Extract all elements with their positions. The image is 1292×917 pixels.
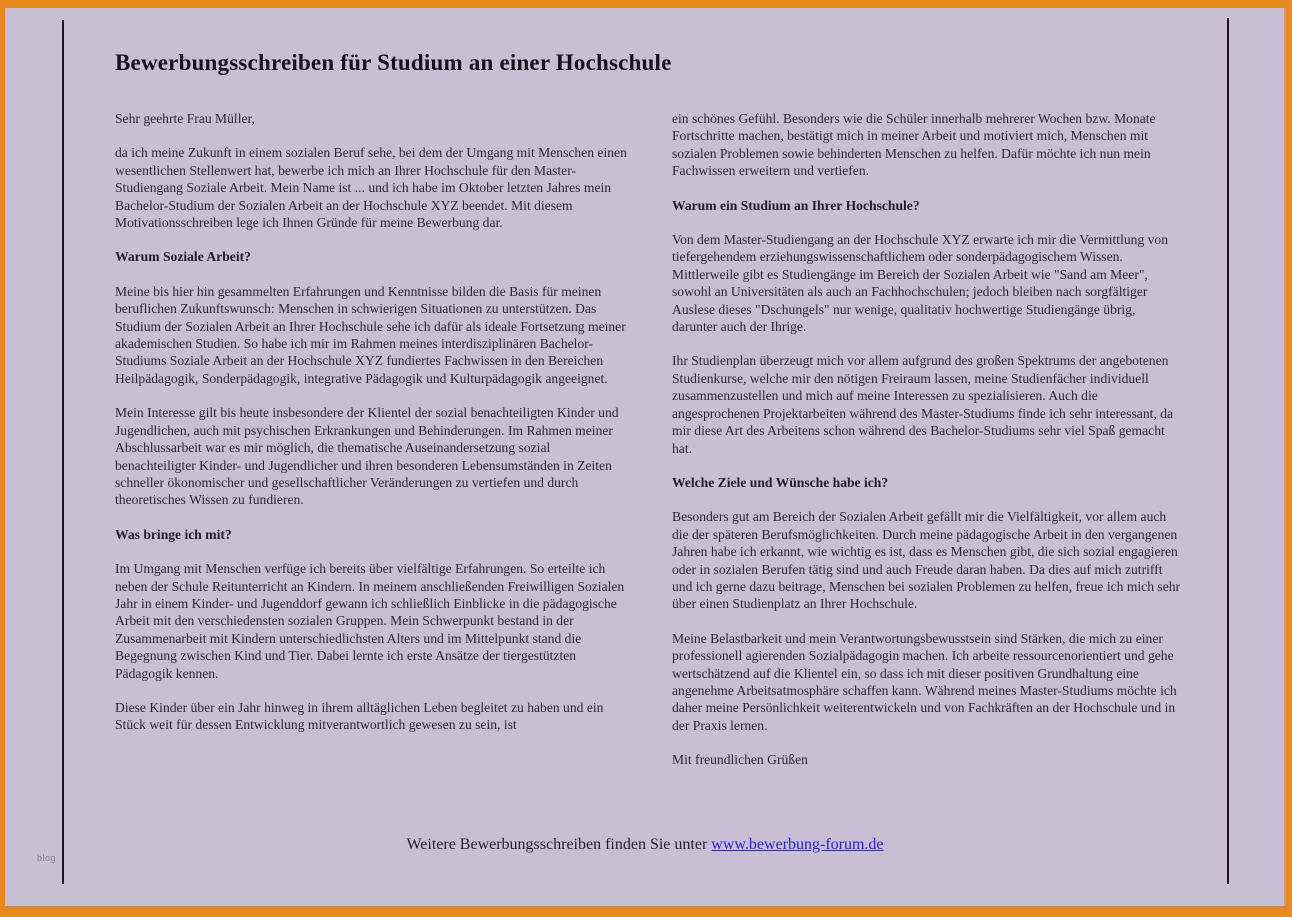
section-heading: Warum Soziale Arbeit? <box>115 249 251 265</box>
letter-column-left <box>115 110 627 751</box>
letter-column-right <box>672 110 1184 786</box>
paragraph: Mein Interesse gilt bis heute insbesondere der Klientel der sozial benachteiligten Kinder und Jugendlichen, auch mit psychischen Erkrankungen und Behinderungen. Im Rahmen meiner Abschlussarbeit war es mir möglich, die thematische Auseinandersetzung sozial benachteiligter Kinder- und Jugendlicher und ihren besonderen Lebensumständen in Zeiten schneller ökonomischer und gesellschaftlicher Veränderungen zu vertiefen und durch theoretisches Wissen zu fundieren. <box>115 405 619 508</box>
paragraph: Von dem Master-Studiengang an der Hochschule XYZ erwarte ich mir die Vermittlung von tiefergehendem erziehungswissenschaftlichem oder sonderpädagogischem Wissen. Mittlerweile gibt es Studiengänge im Bereich der Sozialen Arbeit wie "Sand am Meer", sowohl an Universitäten als auch an Fachhochschulen; jedoch bleiben nach sorgfältiger Auslese dieses "Dschungels" nur wenige, qualitativ hochwertige Studiengänge übrig, darunter auch der Ihrige. <box>672 232 1169 335</box>
page-title: Bewerbungsschreiben für Studium an einer Hochschule <box>115 50 672 75</box>
section-heading: Warum ein Studium an Ihrer Hochschule? <box>672 197 920 213</box>
section-heading: Was bringe ich mit? <box>115 526 232 542</box>
paragraph: Diese Kinder über ein Jahr hinweg in ihrem alltäglichen Leben begleitet zu haben und ein Stück weit für dessen Entwicklung mitverantwortlich gewesen zu sein, ist <box>115 699 604 733</box>
footer <box>70 836 1220 854</box>
paragraph: Ihr Studienplan überzeugt mich vor allem aufgrund des großen Spektrums der angebotenen Studienkurse, welche mir den nötigen Freiraum lassen, meine Studienfächer individuell zusammenzustellen und mich auf meine Interessen zu spezialisieren. Auch die angesprochenen Projektarbeiten während des Master-Studiums finde ich sehr interessant, da mir diese Art des Arbeitens schon während des Bachelor-Studiums sehr viel Spaß gemacht hat. <box>672 353 1174 456</box>
footer-text: Weitere Bewerbungsschreiben finden Sie unter <box>406 836 708 853</box>
paragraph: Im Umgang mit Menschen verfüge ich bereits über vielfältige Erfahrungen. So erteilte ich neben der Schule Reitunterricht an Kindern. In meinem anschließenden Freiwilligen Sozialen Jahr in einem Kinder- und Jugenddorf gewann ich schließlich Einblicke in die pädagogische Arbeit mit den verschiedensten sozialen Gruppen. Mein Schwerpunkt bestand in der Zusammenarbeit mit Kindern unterschiedlichsten Alters und im Mittelpunkt stand die Begegnung zwischen Kind und Tier. Dabei lernte ich erste Ansätze der tiergestützten Pädagogik kennen. <box>115 561 625 681</box>
paragraph: Besonders gut am Bereich der Sozialen Arbeit gefällt mir die Vielfältigkeit, vor allem auch die der späteren Berufsmöglichkeiten. Durch meine pädagogische Arbeit in den vergangenen Jahren habe ich erkannt, wie wichtig es ist, dass es Menschen gibt, die sich sozial engagieren oder in sozialen Berufen tätig sind und auch Freude daran haben. Da dies auf mich zutrifft und ich gerne dazu beitrage, Menschen bei sozialen Problemen zu helfen, freue ich mich sehr über einen Studienplatz an Ihrer Hochschule. <box>672 509 1181 612</box>
paragraph: Meine bis hier hin gesammelten Erfahrungen und Kenntnisse bilden die Basis für meinen beruflichen Zukunftswunsch: Menschen in schwierigen Situationen zu unterstützen. Das Studium der Sozialen Arbeit an Ihrer Hochschule sehe ich dafür als ideale Fortsetzung meiner akademischen Studien. So habe ich mir im Rahmen meines interdisziplinären Bachelor-Studiums Soziale Arbeit an der Hochschule XYZ fundiertes Fachwissen in den Bereichen Heilpädagogik, Sonderpädagogik, integrative Pädagogik und Kulturpädagogik angeeignet. <box>115 283 626 386</box>
left-vertical-rule <box>62 20 64 884</box>
paragraph: da ich meine Zukunft in einem sozialen Beruf sehe, bei dem der Umgang mit Menschen einen wesentlichen Stellenwert hat, bewerbe ich mich an Ihrer Hochschule für den Master-Studiengang Soziale Arbeit. Mein Name ist ... und ich habe im Oktober letzten Jahres mein Bachelor-Studium der Sozialen Arbeit an der Hochschule XYZ beendet. Mit diesem Motivationsschreiben lege ich Ihnen Gründe für meine Bewerbung dar. <box>115 145 627 231</box>
paragraph: Sehr geehrte Frau Müller, <box>115 111 255 126</box>
paragraph: Meine Belastbarkeit und mein Verantwortungsbewusstsein sind Stärken, die mich zu einer professionell agierenden Sozialpädagogin machen. Ich arbeite ressourcenorientiert und gehe wertschätzend auf die Klientel ein, so dass ich mit dieser positiven Grundhaltung eine angenehme Arbeitsatmosphäre schaffen kann. Während meines Master-Studiums möchte ich daher meine Persönlichkeit weiterentwickeln und von Fachkräften an der Hochschule und in der Praxis lernen. <box>672 630 1177 733</box>
footer-link[interactable]: www.bewerbung-forum.de <box>711 836 884 853</box>
right-vertical-rule <box>1227 18 1229 884</box>
section-heading: Welche Ziele und Wünsche habe ich? <box>672 474 889 490</box>
paragraph: ein schönes Gefühl. Besonders wie die Schüler innerhalb mehrerer Wochen bzw. Monate Fortschritte machen, bestätigt mich in meiner Arbeit und motiviert mich, Menschen mit sozialen Problemen sowie behinderten Menschen zu helfen. Dafür möchte ich nun mein Fachwissen erweitern und vertiefen. <box>672 111 1156 179</box>
paragraph: Mit freundlichen Grüßen <box>672 752 808 768</box>
watermark: blog <box>37 853 57 863</box>
